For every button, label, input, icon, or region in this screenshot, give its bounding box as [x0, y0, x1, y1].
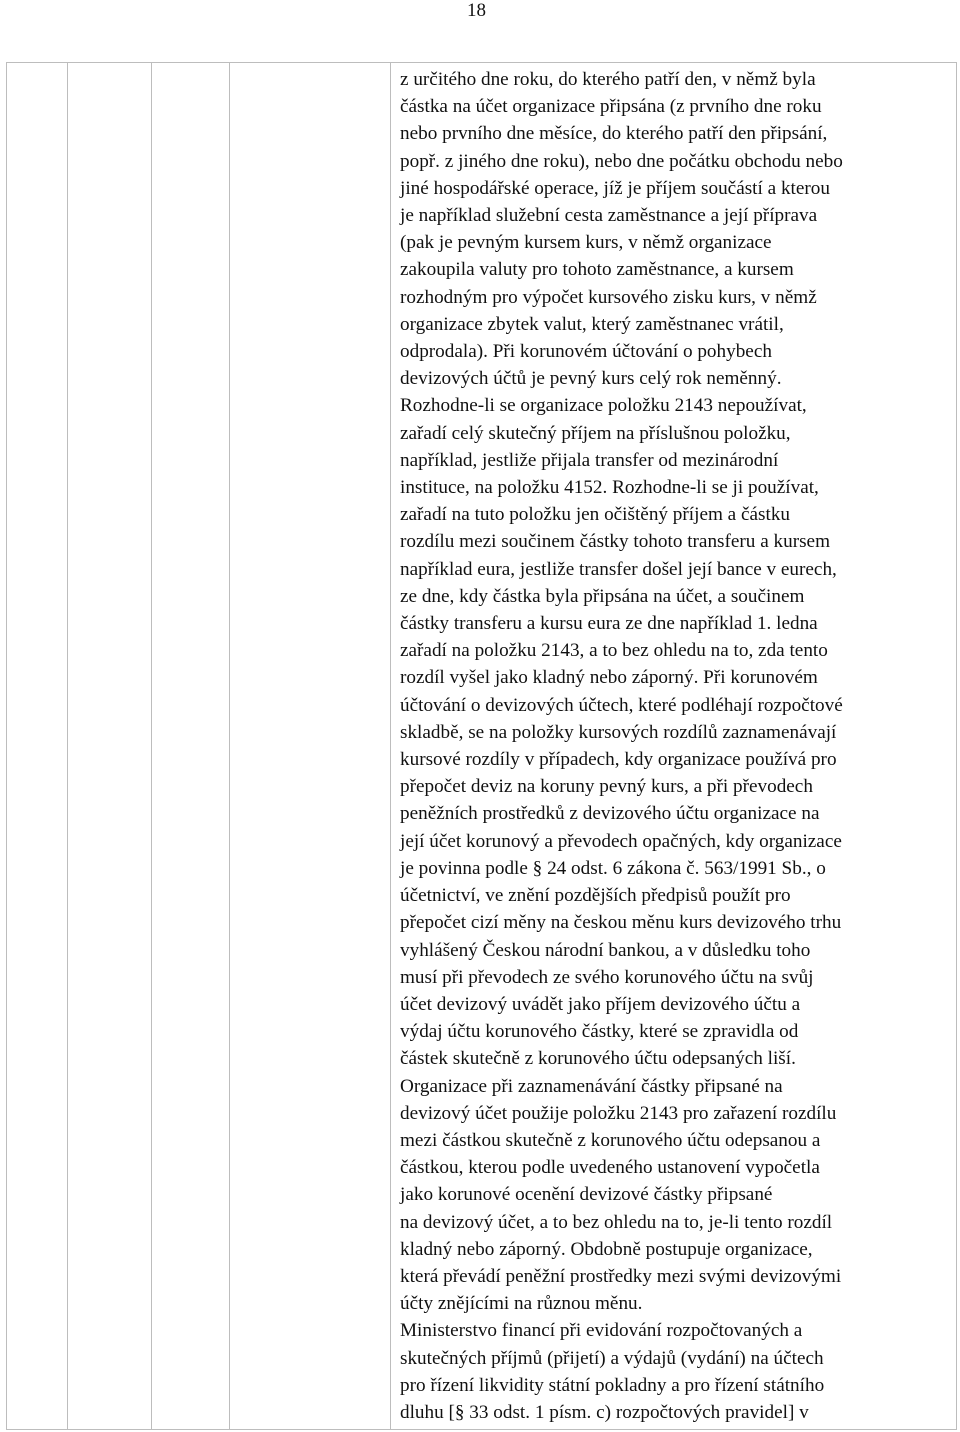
- text-line: kladný nebo záporný. Obdobně postupuje organizace,: [400, 1238, 813, 1260]
- text-line: která převádí peněžní prostředky mezi svými devizovými: [400, 1265, 842, 1287]
- text-line: vyhlášený Českou národní bankou, a v důsledku toho: [400, 939, 811, 961]
- text-line: devizových účtů je pevný kurs celý rok neměnný.: [400, 368, 782, 390]
- text-line: devizový účet použije položku 2143 pro zařazení rozdílu: [400, 1102, 837, 1124]
- text-line: nebo prvního dne měsíce, do kterého patří den připsání,: [400, 123, 828, 145]
- text-line: instituce, na položku 4152. Rozhodne-li se ji používat,: [400, 477, 819, 499]
- text-line: (pak je pevným kursem kurs, v němž organizace: [400, 232, 772, 254]
- text-line: na devizový účet, a to bez ohledu na to, je-li tento rozdíl: [400, 1211, 833, 1233]
- text-line: přepočet deviz na koruny pevný kurs, a při převodech: [400, 776, 813, 798]
- text-line: Rozhodne-li se organizace položku 2143 nepoužívat,: [400, 395, 807, 417]
- text-line: částek skutečně z korunového účtu odepsaných liší.: [400, 1048, 796, 1070]
- text-line: zařadí na tuto položku jen očištěný příjem a částku: [400, 504, 791, 526]
- text-line: z určitého dne roku, do kterého patří den, v němž byla: [400, 69, 816, 90]
- text-line: zakoupila valuty pro tohoto zaměstnance, a kursem: [400, 259, 794, 281]
- text-line: skladbě, se na položky kursových rozdílů zaznamenávají: [400, 721, 837, 743]
- text-line: odprodala). Při korunovém účtování o pohybech: [400, 341, 772, 363]
- text-line: ze dne, kdy částka byla připsána na účet, a součinem: [400, 585, 805, 607]
- text-line: přepočet cizí měny na českou měnu kurs devizového trhu: [400, 912, 842, 934]
- text-line: výdaj účtu korunového částky, které se zpravidla od: [400, 1021, 799, 1043]
- text-line: skutečných příjmů (přijetí) a výdajů (vydání) na účtech: [400, 1347, 824, 1369]
- text-line: částky transferu a kursu eura ze dne například 1. ledna: [400, 613, 818, 635]
- text-line: Ministerstvo financí při evidování rozpočtovaných a: [400, 1320, 803, 1342]
- text-line: musí při převodech ze svého korunového účtu na svůj: [400, 966, 814, 988]
- text-line: například eura, jestliže transfer došel její bance v eurech,: [400, 558, 837, 580]
- text-line: peněžních prostředků z devizového účtu organizace na: [400, 803, 820, 825]
- text-line: zařadí celý skutečný příjem na příslušnou položku,: [400, 422, 791, 444]
- text-line: Organizace při zaznamenávání částky připsané na: [400, 1075, 783, 1097]
- text-line: je například služební cesta zaměstnance a její příprava: [400, 205, 818, 227]
- paragraph-text: [400, 66, 950, 1426]
- text-line: jako korunové ocenění devizové částky připsané: [400, 1184, 773, 1206]
- column-divider: [151, 63, 152, 1429]
- column-divider: [390, 63, 391, 1429]
- text-line: účty znějícími na různou měnu.: [400, 1293, 643, 1315]
- text-line: účetnictví, ve znění pozdějších předpisů použít pro: [400, 885, 791, 907]
- text-line: kursové rozdíly v případech, kdy organizace používá pro: [400, 749, 837, 771]
- text-line: rozdílu mezi součinem částky tohoto transferu a kursem: [400, 531, 830, 553]
- text-line: organizace zbytek valut, který zaměstnanec vrátil,: [400, 313, 784, 335]
- text-line: účtování o devizových účtech, které podléhají rozpočtové: [400, 694, 843, 716]
- text-line: částka na účet organizace připsána (z prvního dne roku: [400, 96, 822, 118]
- text-line: rozdíl vyšel jako kladný nebo záporný. Při korunovém: [400, 667, 818, 689]
- text-line: rozhodným pro výpočet kursového zisku kurs, v němž: [400, 286, 817, 308]
- text-line: pro řízení likvidity státní pokladny a pro řízení státního: [400, 1374, 825, 1396]
- text-line: například, jestliže přijala transfer od mezinárodní: [400, 449, 779, 471]
- text-line: dluhu [§ 33 odst. 1 písm. c) rozpočtových pravidel] v: [400, 1401, 809, 1423]
- text-line: částkou, kterou podle uvedeného ustanovení vypočetla: [400, 1157, 820, 1179]
- column-divider: [67, 63, 68, 1429]
- text-line: je povinna podle § 24 odst. 6 zákona č. 563/1991 Sb., o: [400, 857, 826, 879]
- text-line: mezi částkou skutečně z korunového účtu odepsanou a: [400, 1129, 821, 1151]
- page-number: 18: [467, 0, 486, 21]
- text-line: jiné hospodářské operace, jíž je příjem součástí a kterou: [400, 177, 830, 199]
- column-divider: [229, 63, 230, 1429]
- text-line: popř. z jiného dne roku), nebo dne počátku obchodu nebo: [400, 150, 843, 172]
- text-line: účet devizový uvádět jako příjem devizového účtu a: [400, 993, 801, 1015]
- text-line: zařadí na položku 2143, a to bez ohledu na to, zda tento: [400, 640, 828, 662]
- text-line: její účet korunový a převodech opačných, kdy organizace: [400, 830, 842, 852]
